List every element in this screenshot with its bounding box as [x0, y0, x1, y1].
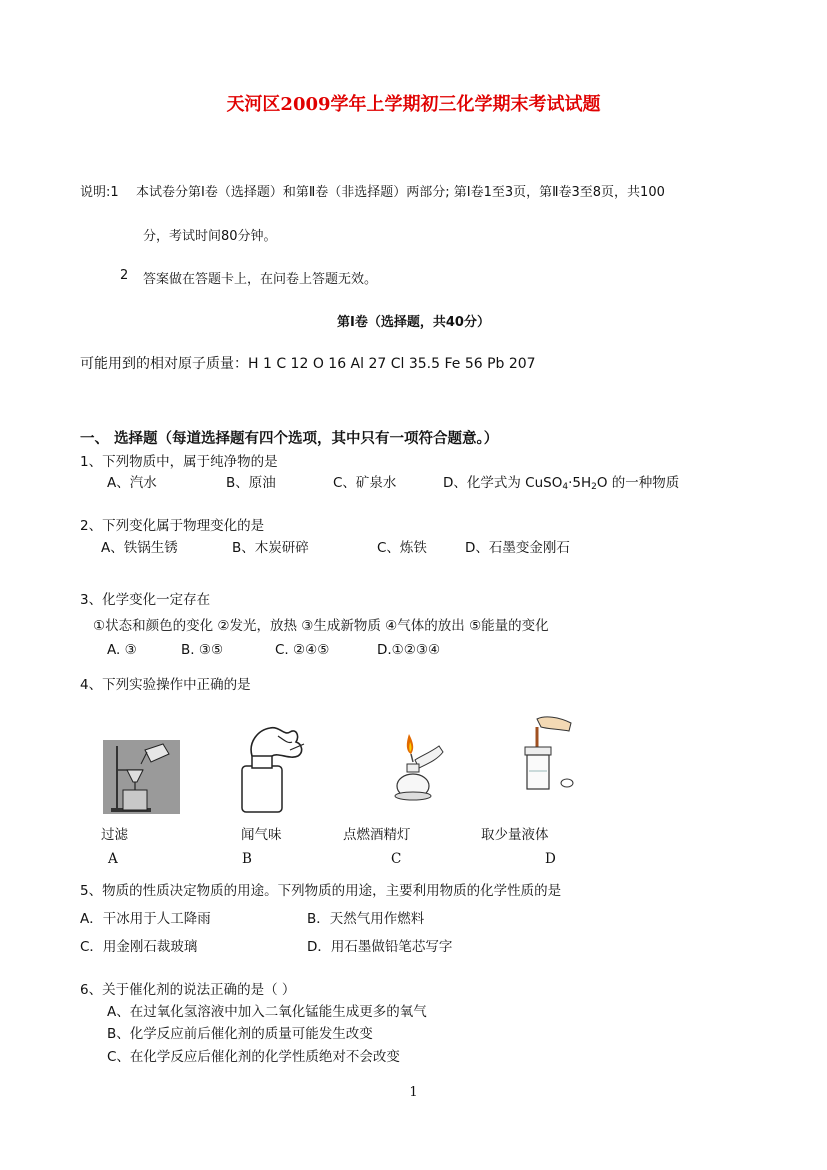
part1-heading: 一、 选择题（每道选择题有四个选项，其中只有一项符合题意。）: [80, 431, 499, 447]
q4-caption-d: 取少量液体: [481, 827, 549, 843]
q5-option-c: C．用金刚石裁玻璃: [80, 939, 198, 955]
q3-option-c: C. ②④⑤: [275, 642, 330, 658]
q6-option-a: A、在过氧化氢溶液中加入二氧化锰能生成更多的氧气: [107, 1004, 427, 1020]
q4-letter-d: D: [545, 851, 556, 867]
dropper-figure: [515, 713, 581, 791]
q3-option-b: B. ③⑤: [181, 642, 224, 658]
notes-line2: 答案做在答题卡上，在问卷上答题无效。: [143, 272, 378, 287]
q2-option-a: A、铁锅生锈: [101, 540, 178, 556]
q4-caption-a: 过滤: [101, 827, 128, 843]
notes-line1: 本试卷分第Ⅰ卷（选择题）和第Ⅱ卷（非选择题）两部分; 第Ⅰ卷1至3页，第Ⅱ卷3至8页，共100: [136, 185, 665, 200]
q4-letter-b: B: [242, 851, 252, 867]
smelling-figure: [238, 722, 314, 816]
exam-title: 天河区2009学年上学期初三化学期末考试试题: [226, 94, 601, 115]
q1-option-d: [443, 471, 679, 492]
q1-option-c: C、矿泉水: [333, 475, 397, 491]
q1-d-sub: 4: [562, 482, 569, 492]
notes-label: 说明:1: [80, 185, 119, 200]
q4-letter-a: A: [108, 851, 118, 867]
q6-option-b: B、化学反应前后催化剂的质量可能发生改变: [107, 1026, 373, 1042]
q3-option-d: D.①②③④: [377, 642, 441, 658]
q5-option-a: A．干冰用于人工降雨: [80, 911, 211, 927]
q4-stem: 4、下列实验操作中正确的是: [80, 677, 251, 693]
q6-stem: 6、关于催化剂的说法正确的是（ ）: [80, 982, 296, 998]
section-heading: 第Ⅰ卷（选择题，共40分）: [337, 315, 490, 330]
notes-line2-num: 2: [120, 268, 129, 283]
q1-option-b: B、原油: [226, 475, 276, 491]
q3-items: ①状态和颜色的变化 ②发光，放热 ③生成新物质 ④气体的放出 ⑤能量的变化: [93, 618, 549, 634]
alcohol-lamp-figure: [385, 730, 447, 802]
q2-option-c: C、炼铁: [377, 540, 427, 556]
notes-line1-cont: 分，考试时间80分钟。: [143, 229, 277, 244]
q1-option-a: A、汽水: [107, 475, 157, 491]
q4-letter-c: C: [391, 851, 402, 867]
atomic-masses: 可能用到的相对原子质量：H 1 C 12 O 16 Al 27 Cl 35.5 Fe 56 Pb 207: [80, 356, 536, 372]
q2-option-d: D、石墨变金刚石: [465, 540, 570, 556]
q5-option-b: B．天然气用作燃料: [307, 911, 425, 927]
q2-stem: 2、下列变化属于物理变化的是: [80, 518, 265, 534]
q3-stem: 3、化学变化一定存在: [80, 592, 211, 608]
q1-d-pre: D、化学式为 CuSO: [443, 475, 563, 491]
q4-caption-c: 点燃酒精灯: [343, 827, 411, 843]
q5-option-d: D．用石墨做铅笔芯写字: [307, 939, 453, 955]
q1-d-end: O 的一种物质: [596, 475, 680, 491]
q3-option-a: A. ③: [107, 642, 137, 658]
q4-caption-b: 闻气味: [241, 827, 282, 843]
q1-d-post: ·5H: [568, 475, 592, 491]
q5-stem: 5、物质的性质决定物质的用途。下列物质的用途，主要利用物质的化学性质的是: [80, 883, 562, 899]
q6-option-c: C、在化学反应后催化剂的化学性质绝对不会改变: [107, 1049, 400, 1065]
page-number: 1: [409, 1085, 418, 1100]
q1-stem: 1、下列物质中，属于纯净物的是: [80, 454, 278, 470]
filtration-figure: [103, 740, 180, 814]
q1-d-sub2: 2: [591, 482, 597, 492]
q2-option-b: B、木炭研碎: [232, 540, 309, 556]
